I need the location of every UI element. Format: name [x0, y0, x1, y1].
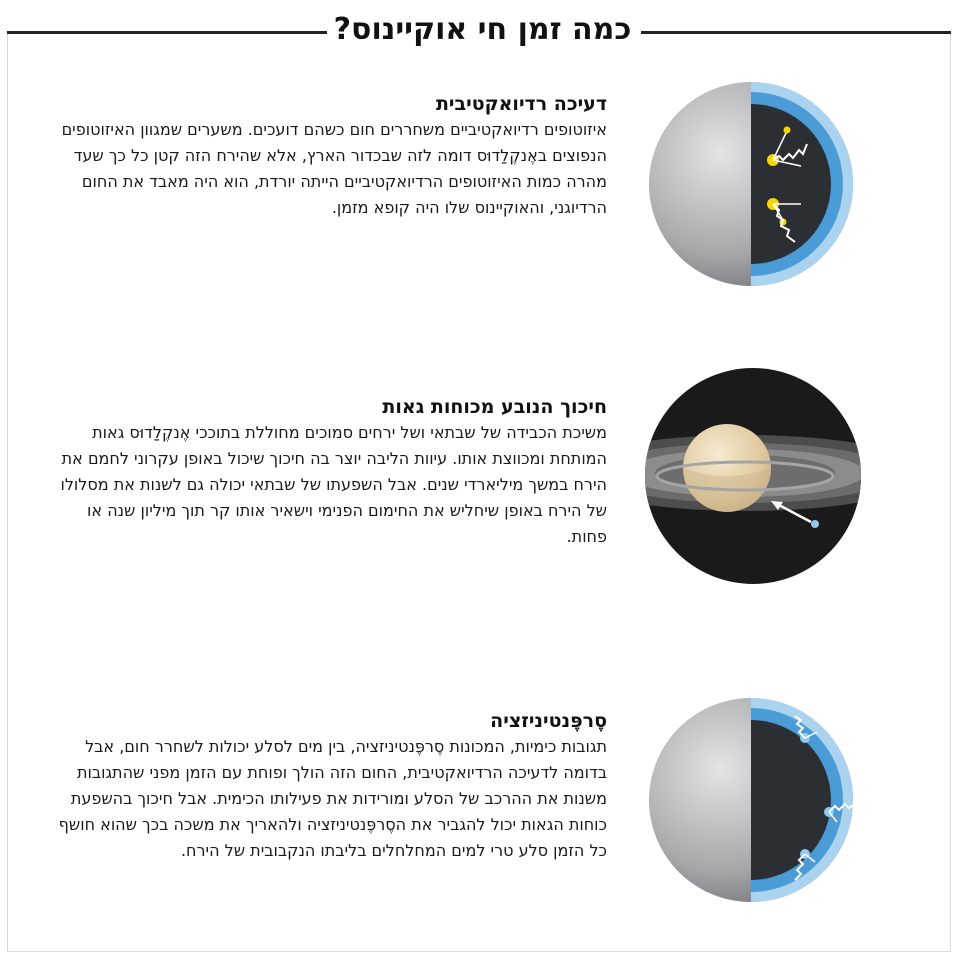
- enceladus-dot: [811, 520, 819, 528]
- section-serpentinization: [47, 708, 607, 864]
- section-body: איזוטופים רדיואקטיביים משחררים חום כשהם דועכים. משערים שמגוון האיזוטופים הנפוצים באֶנקֶלַדוּס דומה לזה שבכדור הארץ, אלא שהירח הזה קטן כל כך שעד מהרה כמות האיזוטופים הרדיואקטיביים הייתה יורדת, הוא היה מאבד את החום הרדיוגני, והאוקיינוס שלו היה קופא מזמן.: [61, 120, 607, 217]
- section-heading: חיכוך הנובע מכוחות גאות: [382, 396, 607, 418]
- section-heading: דעיכה רדיואקטיבית: [435, 93, 607, 115]
- section-heading: סֶרפֶּנטיניזציה: [490, 710, 607, 732]
- radioactive-decay-illustration: [643, 74, 863, 294]
- page-title: כמה זמן חי אוקיינוס?: [333, 12, 632, 47]
- section-body: תגובות כימיות, המכונות סֶרפֶּנטיניזציה, בין מים לסלע יכולות לשחרר חום, אבל בדומה לדעיכה הרדיואקטיבית, החום הזה הולך ופוחת עם הזמן מפני שהתגובות משנות את ההרכב של הסלע ומורידות את פעילותו הכימית. אבל חיכוך בהשפעת כוחות הגאות יכול להגביר את הסֶרפֶּנטיניזציה ולהאריך את משכה בכך שהוא חושף כל הזמן סלע טרי למים המחלחלים בליבתו הנקבובית של הירח.: [58, 737, 607, 860]
- header-rule-left: [7, 31, 327, 34]
- section-radioactive-decay: [47, 91, 607, 221]
- section-tidal-friction: [47, 394, 607, 550]
- header-rule-right: [641, 31, 951, 34]
- section-body: משיכת הכבידה של שבתאי ושל ירחים סמוכים מחוללת בתוככי אֶנקֶלַדוּס גאות המותחת ומכווצת אותו. עיוות הליבה יוצר בה חיכוך שיכול באופן עקרוני לחמם את הירח במשך מיליארדי שנים. אבל השפעתו של שבתאי יכולה גם לשנות את מסלולו של הירח באופן שיחליש את החימום הפנימי וישאיר אותו קר תוך מיליון שנה או פחות.: [60, 423, 607, 546]
- saturn-tidal-illustration: [645, 368, 865, 588]
- serpentinization-illustration: [643, 690, 863, 910]
